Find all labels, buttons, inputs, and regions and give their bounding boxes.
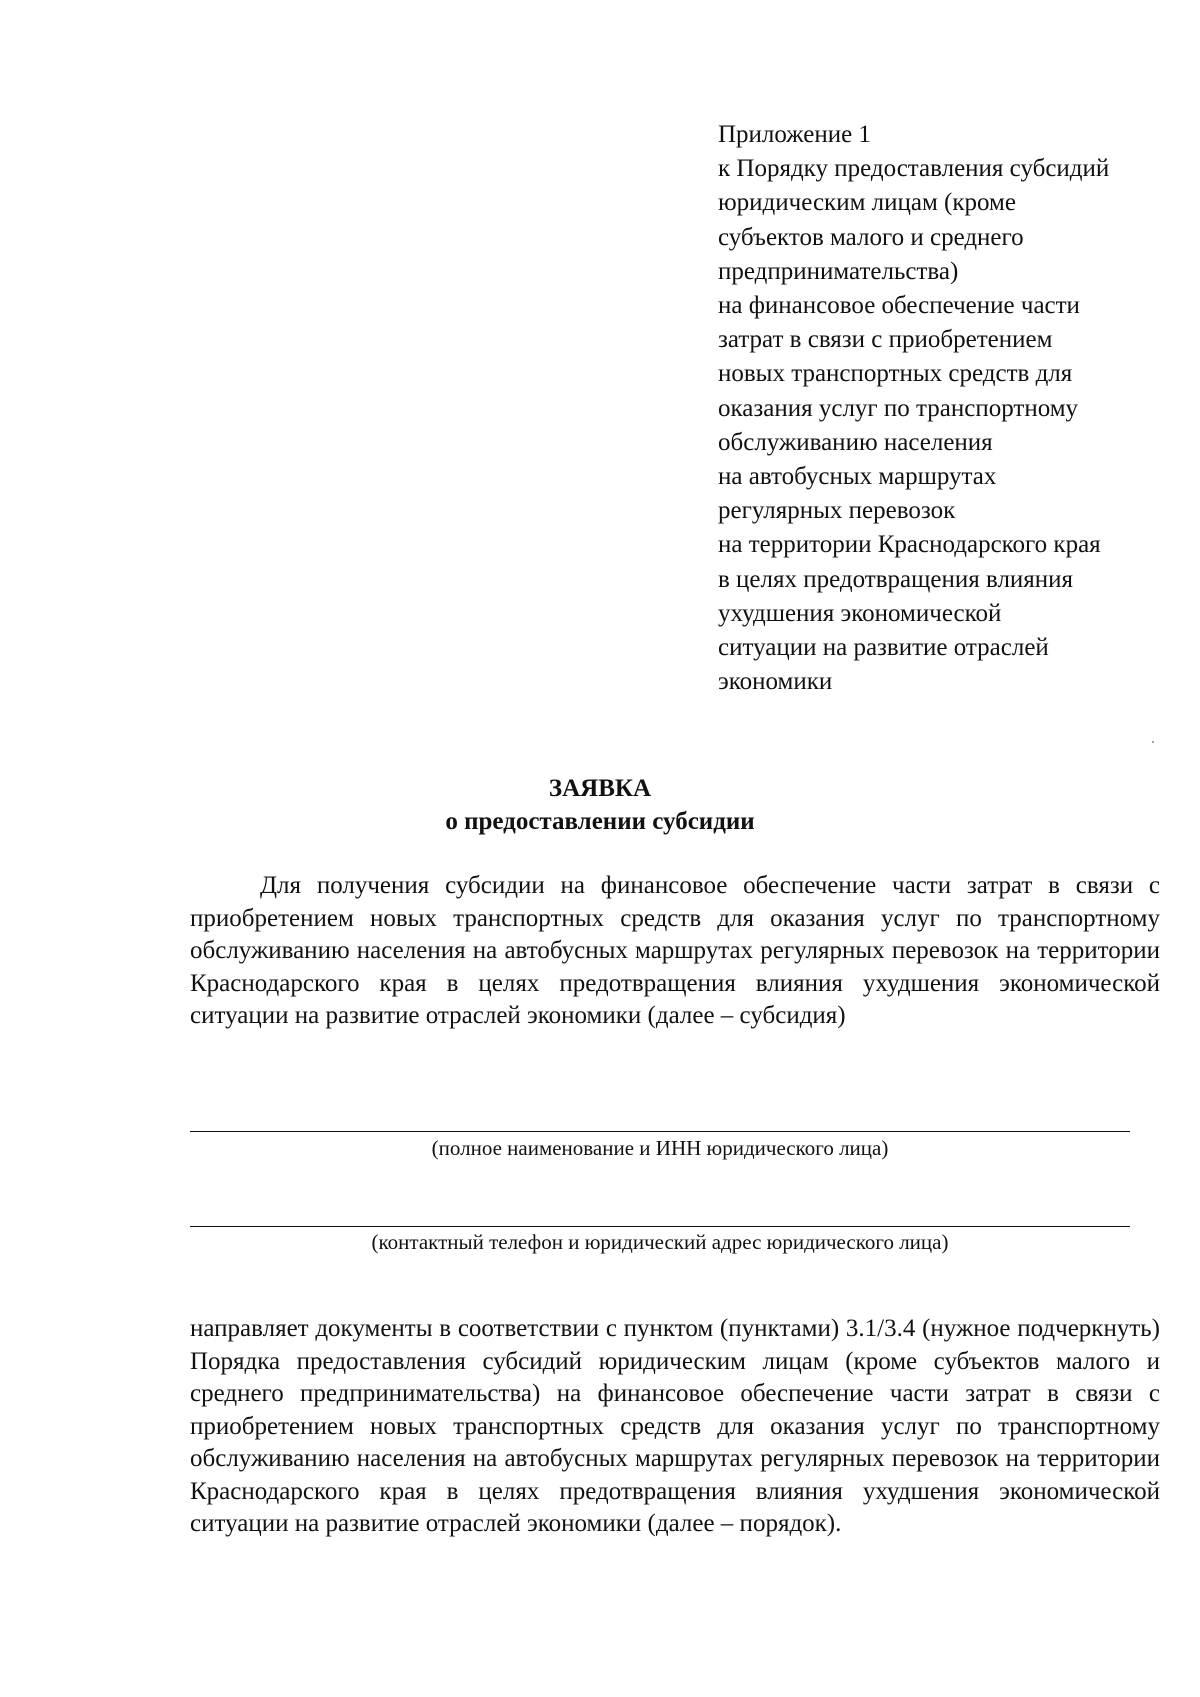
company-name-caption: (полное наименование и ИНН юридического лица) bbox=[431, 1136, 889, 1160]
appendix-line: регулярных перевозок bbox=[718, 497, 956, 525]
appendix-line: Приложение 1 bbox=[718, 121, 871, 148]
appendix-line: ухудшения экономической bbox=[718, 599, 1002, 627]
appendix-line: к Порядку предоставления субсидий bbox=[718, 155, 1110, 183]
appendix-line: на финансовое обеспечение части bbox=[718, 292, 1080, 320]
appendix-line: в целях предотвращения влияния bbox=[718, 565, 1074, 593]
company-name-fill-line bbox=[190, 1131, 1130, 1132]
document-title: ЗАЯВКА bbox=[548, 775, 652, 802]
document-subtitle: о предоставлении субсидии bbox=[445, 808, 755, 835]
appendix-line: предпринимательства) bbox=[718, 257, 959, 285]
intro-paragraph: Для получения субсидии на финансовое обеспечение части затрат в связи с приобретением новых транспортных средств для оказания услуг по транспортному обслуживанию населения на автобусных маршрутах регулярных перевозок на территории Краснодарского края в целях предотвращения влияния ухудшения экономической ситуации на развитие отраслей экономики (далее – субсидия) bbox=[190, 872, 1160, 1029]
scan-speck bbox=[1152, 741, 1154, 743]
appendix-line: экономики bbox=[718, 668, 833, 696]
appendix-line: субъектов малого и среднего bbox=[718, 223, 1024, 251]
appendix-line: на территории Краснодарского края bbox=[718, 531, 1101, 559]
contacts-caption: (контактный телефон и юридический адрес юридического лица) bbox=[371, 1230, 949, 1254]
appendix-line: обслуживанию населения bbox=[718, 428, 993, 456]
appendix-line: новых транспортных средств для bbox=[718, 360, 1073, 388]
appendix-line: оказания услуг по транспортному bbox=[718, 394, 1079, 422]
closing-paragraph: направляет документы в соответствии с пунктом (пунктами) 3.1/3.4 (нужное подчеркнуть) Порядка предоставления субсидий юридическим лицам (кроме субъектов малого и среднего предпринимательства) на финансовое обеспечение части затрат в связи с приобретением новых транспортных средств для оказания услуг по транспортному обслуживанию населения на автобусных маршрутах регулярных перевозок на территории Краснодарского края в целях предотвращения влияния ухудшения экономической ситуации на развитие отраслей экономики (далее – порядок). bbox=[190, 1315, 1160, 1537]
contacts-fill-line bbox=[190, 1226, 1130, 1227]
appendix-line: на автобусных маршрутах bbox=[718, 463, 997, 491]
appendix-line: затрат в связи с приобретением bbox=[718, 326, 1053, 354]
appendix-line: юридическим лицам (кроме bbox=[718, 189, 1016, 217]
appendix-line: ситуации на развитие отраслей bbox=[718, 634, 1049, 662]
appendix-block bbox=[718, 118, 1178, 699]
